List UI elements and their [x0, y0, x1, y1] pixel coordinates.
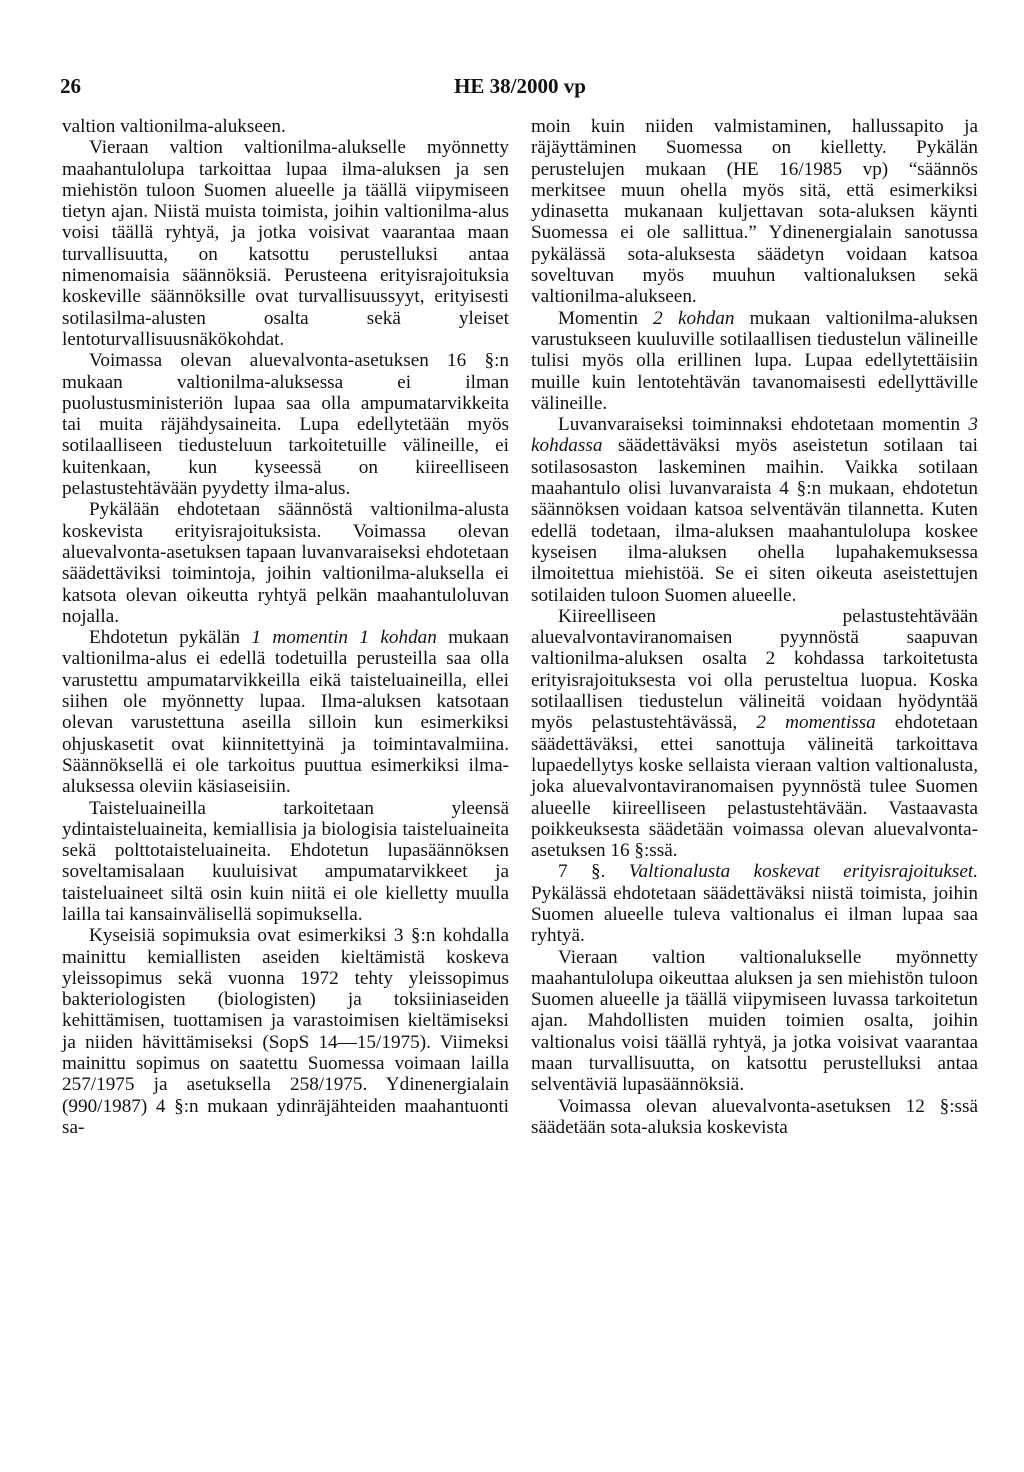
paragraph-text: Momentin — [558, 307, 654, 329]
paragraph-text: Voimassa olevan aluevalvonta-asetuksen 16 §:n mukaan valtionilma-aluksessa ei ilman puolustusministeriön lupaa saa olla ampumatarvikkeita tai muita räjähdysaineita. Lupa edellytetään myös sotilaalliseen tiedusteluun tarkoitetuille välineille, ei kuitenkaan, kun kyseessä on kiireelliseen pelastustehtävään pyydetty ilma-alus. — [62, 350, 509, 500]
paragraph — [531, 1096, 978, 1139]
italic-text: 3 kohdassa — [531, 414, 978, 457]
paragraph-text: mukaan valtionilma-aluksen varustukseen kuuluville sotilaallisen tiedustelun välineille tulisi myös olla erillinen lupa. Lupaa edellytettäisiin muille kuin lentotehtävän tavanomaisesti edellyttäville välineille. — [531, 307, 978, 414]
italic-text: 2 kohdan — [653, 307, 735, 329]
paragraph-text: Kyseisiä sopimuksia ovat esimerkiksi 3 §:n kohdalla mainittu kemiallisten aseiden kieltämistä koskeva yleissopimus sekä vuonna 1972 tehty yleissopimus bakteriologisten (biologisten) ja toksiiniaseiden kehittämisen, tuottamisen ja varastoimisen kieltämiseksi ja niiden hävittämiseksi (SopS 14—15/1975). Viimeksi mainittu sopimus on saatettu Suomessa voimaan lailla 257/1975 ja asetuksella 258/1975. Ydinenergialain (990/1987) 4 §:n mukaan ydinräjähteiden maahantuonti sa- — [62, 925, 509, 1138]
page-header — [60, 74, 980, 104]
paragraph-text: ehdotetaan säädettäväksi, ettei sanottuja välineitä tarkoittava lupaedellytys koske sellaista vieraan valtion valtionalusta, joka aluevalvontaviranomaisen pyynnöstä tulee Suomen alueelle kiireelliseen pelastustehtävään. Vastaavasta poikkeuksesta säädetään voimassa olevan aluevalvonta-asetuksen 16 §:ssä. — [531, 712, 979, 862]
paragraph — [531, 861, 978, 946]
paragraph — [62, 499, 509, 627]
left-column — [62, 116, 509, 1138]
italic-text: 1 momentin 1 kohdan — [251, 627, 437, 649]
paragraph-text: moin kuin niiden valmistaminen, hallussapito ja räjäyttäminen Suomessa on kielletty. Pykälän perustelujen mukaan (HE 16/1985 vp) “säännös merkitsee muun ohella myös sitä, että esimerkiksi ydinasetta mukanaan kuljettavan sota-aluksen käynti Suomessa ei ole sallittua.” Ydinenergialain sanotussa pykälässä sota-aluksesta säädetyn voidaan katsoa soveltuvan myös muuhun valtionaluksen sekä valtionilma-alukseen. — [531, 116, 978, 308]
paragraph-text: Voimassa olevan aluevalvonta-asetuksen 12 §:ssä säädetään sota-aluksia koskevista — [531, 1095, 978, 1138]
paragraph-text: Vieraan valtion valtionalukselle myönnetty maahantulolupa oikeuttaa aluksen ja sen miehistön tuloon Suomen alueelle ja täällä viipymiseen luvassa tarkoitetun ajan. Mahdollisten muiden toimien osalta, joihin valtionalus voisi täällä ryhtyä, ja jotka voisivat vaarantaa maan turvallisuutta, on katsottu perustelluksi antaa selventäviä lupasäännöksiä. — [531, 946, 978, 1096]
paragraph-text: Taisteluaineilla tarkoitetaan yleensä ydintaisteluaineita, kemiallisia ja biologisia taisteluaineita sekä polttotaisteluaineita. Ehdotetun lupasäännöksen soveltamisalaan kuuluisivat ampumatarvikkeet ja taisteluaineet siltä osin kuin niitä ei ole kielletty muulla lailla tai kansainvälisellä sopimuksella. — [62, 797, 509, 925]
italic-text: Valtionalusta koskevat erityisrajoitukset. — [628, 861, 979, 883]
document-id: HE 38/2000 vp — [454, 74, 586, 98]
paragraph — [62, 137, 509, 350]
paragraph-text: mukaan valtionilma-alus ei edellä todetuilla perusteilla saa olla varustettu ampumatarvikkeilla eikä taisteluaineilla, ellei siihen ole myönnetty lupaa. Ilma-aluksen katsotaan olevan varustettuna aseilla silloin kun esimerkiksi ohjuskasetit ovat kiinnitettyinä ja toimintavalmiina. Säännöksellä ei ole tarkoitus puuttua esimerkiksi ilma-aluksessa oleviin käsiaseisiin. — [62, 627, 509, 798]
paragraph-text: valtion valtionilma-alukseen. — [62, 116, 286, 137]
paragraph-text: Pykälään ehdotetaan säännöstä valtionilma-alusta koskevista erityisrajoituksista. Voimassa olevan aluevalvonta-asetuksen tapaan luvanvaraiseksi ehdotetaan säädettäviksi toimintoja, joihin valtionilma-aluksella ei katsota olevan oikeutta ryhtyä pelkän maahantuloluvan nojalla. — [62, 499, 509, 627]
paragraph — [531, 606, 978, 862]
page-number: 26 — [60, 74, 81, 98]
paragraph — [531, 308, 978, 414]
paragraph-text: Vieraan valtion valtionilma-alukselle myönnetty maahantulolupa tarkoittaa lupaa ilma-aluksen ja sen miehistön tuloon Suomen alueelle ja täällä viipymiseen tietyn ajan. Niistä muista toimista, joihin valtionilma-alus voisi täällä ryhtyä, ja jotka voisivat vaarantaa maan turvallisuutta, on katsottu perustelluksi antaa nimenomaisia säännöksiä. Perusteena erityisrajoituksia koskeville säännöksille ovat turvallisuussyyt, erityisesti sotilasilma-alusten osalta sekä yleiset lentoturvallisuusnäkökohdat. — [62, 137, 509, 350]
right-column — [531, 116, 978, 1138]
paragraph — [62, 925, 509, 1138]
paragraph — [62, 627, 509, 797]
paragraph — [531, 414, 978, 606]
paragraph-text: säädettäväksi myös aseistetun sotilaan tai sotilasosaston laskeminen maihin. Vaikka sotilaan maahantulo olisi luvanvaraista 4 §:n mukaan, ehdotetun säännöksen voidaan katsoa selventävän tilannetta. Kuten edellä todetaan, ilma-aluksen maahantulolupa koskee kyseisen ilma-aluksen ohella lupahakemuksessa ilmoitettua miehistöä. Se ei siten oikeuta aseistettujen sotilaiden tuloon Suomen alueelle. — [531, 435, 978, 606]
italic-text: 2 momentissa — [756, 712, 876, 734]
paragraph-text: 7 §. — [558, 861, 629, 883]
paragraph — [62, 350, 509, 499]
paragraph — [62, 798, 509, 926]
paragraph-text: Ehdotetun pykälän — [89, 627, 252, 649]
paragraph-text: Luvanvaraiseksi toiminnaksi ehdotetaan momentin — [558, 414, 969, 436]
paragraph-text: Kiireelliseen pelastustehtävään aluevalvontaviranomaisen pyynnöstä saapuvan valtionilma-aluksen osalta 2 kohdassa tarkoitetusta erityisrajoituksesta voi olla perusteltua luopua. Koska sotilaallisen tiedustelun välineitä voidaan hyödyntää myös pelastustehtävässä, — [531, 605, 978, 734]
paragraph-text: Pykälässä ehdotetaan säädettäväksi niistä toimista, joihin Suomen alueelle tuleva valtionalus ei ilman lupaa saa ryhtyä. — [531, 882, 978, 947]
paragraph — [531, 116, 978, 308]
paragraph — [62, 116, 509, 137]
paragraph — [531, 947, 978, 1096]
